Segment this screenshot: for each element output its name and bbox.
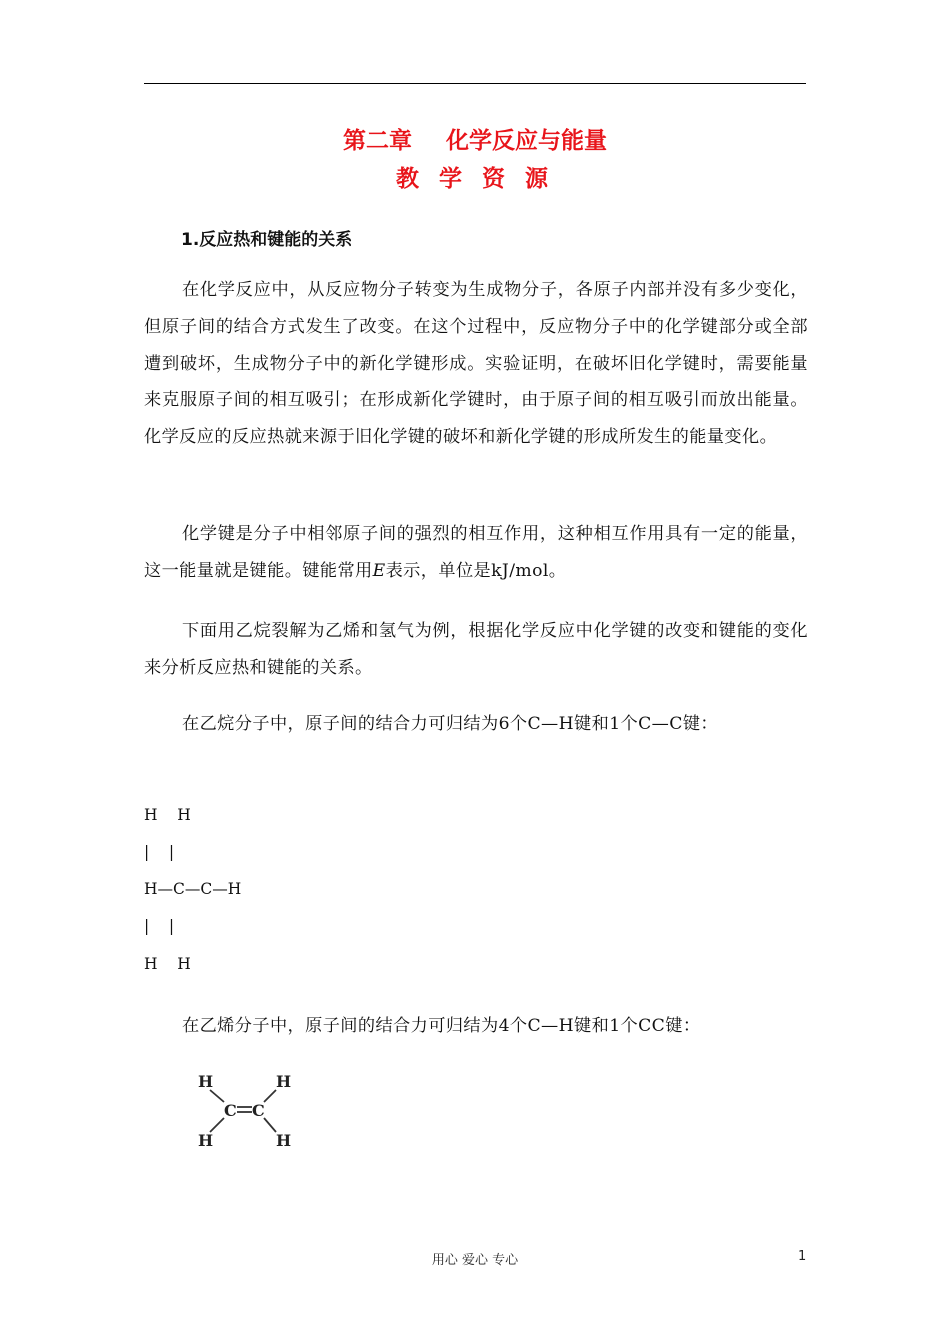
ethylene-bond-ch2: [264, 1090, 276, 1102]
chapter-number: 第二章: [343, 128, 412, 154]
header-rule: [144, 83, 806, 84]
ethylene-atom-c2: C: [252, 1101, 265, 1120]
ethylene-atom-h3: H: [198, 1131, 214, 1150]
ethane-line-5: H H: [144, 955, 191, 973]
ethylene-bond-ch1: [210, 1090, 224, 1102]
ethylene-bond-ch3: [210, 1118, 224, 1132]
bond-energy-text-2: 表示，单位是kJ/mol。: [385, 560, 567, 581]
ethane-line-1: H H: [144, 806, 191, 824]
ethylene-atom-h1: H: [198, 1072, 214, 1091]
bond-energy-text-1: 化学键是分子中相邻原子间的强烈的相互作用，这种相互作用具有一定的能量，这一能量就是键能。键能常用: [144, 524, 808, 581]
paragraph-ethane-example: 下面用乙烷裂解为乙烯和氢气为例，根据化学反应中化学键的改变和键能的变化来分析反应热和键能的关系。: [144, 621, 808, 678]
section-title: 教 学 资 源: [395, 166, 555, 192]
page-number: 1: [798, 1249, 807, 1264]
section-heading: 1.反应热和键能的关系: [181, 230, 353, 250]
paragraph-reaction-bonds: 在化学反应中，从反应物分子转变为生成物分子，各原子内部并没有多少变化，但原子间的结合方式发生了改变。在这个过程中，反应物分子中的化学键部分或全部遭到破坏，生成物分子中的新化学键形成。实验证明，在破坏旧化学键时，需要能量来克服原子间的相互吸引；在形成新化学键时，由于原子间的相互吸引而放出能量。化学反应的反应热就来源于旧化学键的破坏和新化学键的形成所发生的能量变化。: [144, 280, 808, 448]
ethane-line-2: | |: [144, 843, 175, 861]
ethylene-atom-h2: H: [276, 1072, 292, 1091]
paragraph-ethylene-bonds: 在乙烯分子中，原子间的结合力可归结为4个C—H键和1个CC键：: [182, 1016, 701, 1036]
ethylene-bond-ch4: [264, 1118, 276, 1132]
ethane-line-4: | |: [144, 917, 175, 935]
ethane-line-3: H—C—C—H: [144, 880, 242, 898]
ethylene-atom-c1: C: [224, 1101, 237, 1120]
paragraph-ethane-bonds: 在乙烷分子中，原子间的结合力可归结为6个C—H键和1个C—C键：: [182, 714, 718, 734]
ethylene-structure-diagram: [190, 1066, 310, 1156]
chapter-title: [0, 122, 950, 155]
footer-motto: 用心 爱心 专心: [431, 1253, 519, 1268]
energy-symbol: E: [372, 560, 386, 581]
ethylene-atom-h4: H: [276, 1131, 292, 1150]
chapter-name: 化学反应与能量: [446, 128, 607, 154]
paragraph-bond-energy: [144, 516, 808, 590]
